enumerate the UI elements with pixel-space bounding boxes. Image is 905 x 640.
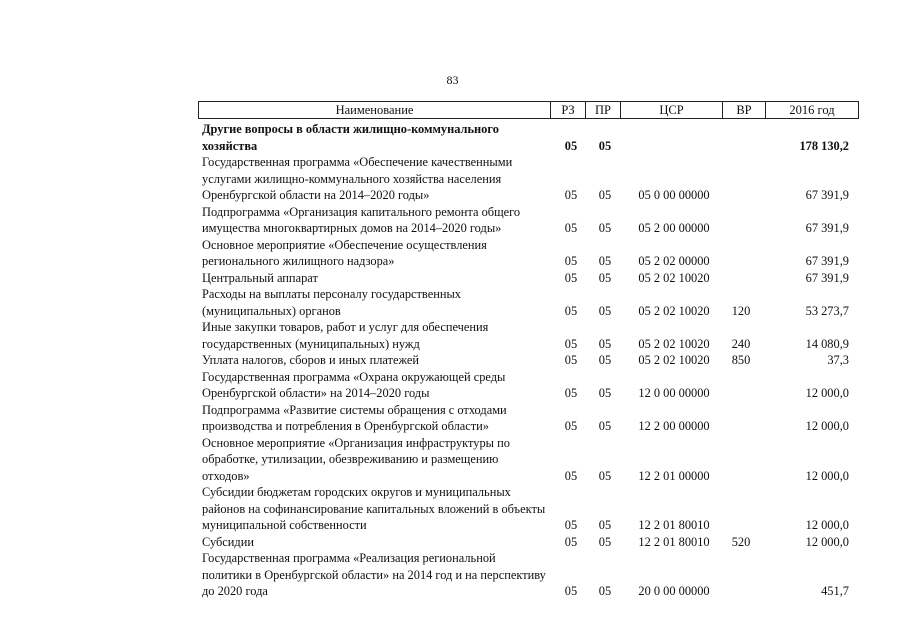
row-amount: 67 391,9 [805,270,849,285]
header-csr: ЦСР [620,102,722,118]
row-pr: 05 [598,584,612,598]
row-name: Основное мероприятие «Организация инфраструктуры по обработке, утилизации, обезвреживанию и размещению отходов» [202,435,510,483]
row-name: Расходы на выплаты персоналу государственных (муниципальных) органов [202,287,461,318]
row-name: Государственная программа «Охрана окружающей среды Оренбургской области» на 2014–2020 годы [202,369,506,400]
row-pr: 05 [598,353,612,367]
row-amount: 67 391,9 [805,188,849,202]
row-pr: 05 [598,468,612,483]
row-rz: 05 [564,518,578,532]
row-rz: 05 [564,419,578,433]
header-rz: РЗ [550,102,585,118]
table-row [0,319,905,352]
row-rz: 05 [564,254,578,268]
table-row [0,550,905,600]
row-csr: 12 2 00 00000 [638,419,710,433]
row-name: Основное мероприятие «Обеспечение осуществления регионального жилищного надзора» [202,237,487,268]
row-rz: 05 [564,270,578,285]
table-row [0,435,905,485]
table-row [0,402,905,435]
row-amount: 12 000,0 [805,468,849,483]
row-name: Другие вопросы в области жилищно-коммунального хозяйства [202,122,499,153]
row-csr: 05 2 02 10020 [638,303,710,318]
row-vr: 120 [731,303,751,318]
row-amount: 12 000,0 [805,419,849,433]
row-rz: 05 [564,353,578,367]
table-row [0,484,905,534]
row-name: Государственная программа «Реализация региональной политики в Оренбургской области» на 2014 год и на перспективу до 2020 года [202,551,546,598]
row-csr: 12 2 01 00000 [638,468,710,483]
row-csr: 12 2 01 80010 [638,534,710,549]
table-row [0,204,905,237]
row-vr: 520 [731,534,751,549]
row-name: Уплата налогов, сборов и иных платежей [202,353,420,367]
row-amount: 37,3 [827,353,849,367]
row-pr: 05 [598,336,612,351]
row-pr: 05 [598,303,612,318]
header-year: 2016 год [765,102,858,118]
row-pr: 05 [598,188,612,202]
row-pr: 05 [598,138,612,153]
row-csr: 05 2 02 10020 [638,270,710,285]
row-rz: 05 [564,138,578,153]
row-pr: 05 [598,254,612,268]
table-row [0,286,905,319]
header-pr: ПР [585,102,620,118]
table-row [0,534,905,551]
row-amount: 178 130,2 [799,138,849,153]
table-row [0,352,905,369]
row-name: Государственная программа «Обеспечение качественными услугами жилищно-коммунального хозяйства населения Оренбургской области на 2014–2020 годы» [202,155,513,202]
row-rz: 05 [564,188,578,202]
row-name: Подпрограмма «Организация капитального ремонта общего имущества многоквартирных домов на 2014–2020 годы» [202,204,521,235]
row-csr: 12 2 01 80010 [638,518,710,532]
row-pr: 05 [598,518,612,532]
row-csr: 12 0 00 00000 [638,386,710,400]
row-pr: 05 [598,419,612,433]
row-pr: 05 [598,534,612,549]
row-amount: 67 391,9 [805,221,849,235]
row-csr: 05 0 00 00000 [638,188,710,202]
row-pr: 05 [598,270,612,285]
row-rz: 05 [564,534,578,549]
row-rz: 05 [564,468,578,483]
row-pr: 05 [598,386,612,400]
row-csr: 05 2 02 00000 [638,254,710,268]
table-row [0,270,905,287]
row-vr: 240 [731,336,751,351]
table-row [0,154,905,204]
table-row [0,369,905,402]
table-row [0,121,905,154]
row-amount: 67 391,9 [805,254,849,268]
row-pr: 05 [598,221,612,235]
row-rz: 05 [564,303,578,318]
page-number: 83 [446,73,459,87]
row-csr: 05 2 00 00000 [638,221,710,235]
table-body [0,121,905,600]
row-csr: 05 2 02 10020 [638,336,710,351]
row-amount: 12 000,0 [805,518,849,532]
row-rz: 05 [564,584,578,598]
table-row [0,237,905,270]
header-name: Наименование [335,103,414,117]
row-amount: 53 273,7 [805,303,849,318]
row-amount: 451,7 [821,584,849,598]
row-name: Субсидии бюджетам городских округов и муниципальных районов на софинансирование капитальных вложений в объекты муниципальной собственности [202,485,546,532]
row-csr: 05 2 02 10020 [638,353,710,367]
row-name: Иные закупки товаров, работ и услуг для обеспечения государственных (муниципальных) нужд [202,320,489,351]
header-vr: ВР [722,102,765,118]
row-amount: 14 080,9 [805,336,849,351]
row-amount: 12 000,0 [805,534,849,549]
row-amount: 12 000,0 [805,386,849,400]
row-rz: 05 [564,221,578,235]
row-name: Центральный аппарат [202,270,318,285]
row-csr: 20 0 00 00000 [638,584,710,598]
row-vr: 850 [731,353,751,367]
row-rz: 05 [564,336,578,351]
row-rz: 05 [564,386,578,400]
row-name: Субсидии [202,534,254,549]
row-name: Подпрограмма «Развитие системы обращения с отходами производства и потребления в Оренбургской области» [202,402,507,433]
table-header [198,101,859,119]
